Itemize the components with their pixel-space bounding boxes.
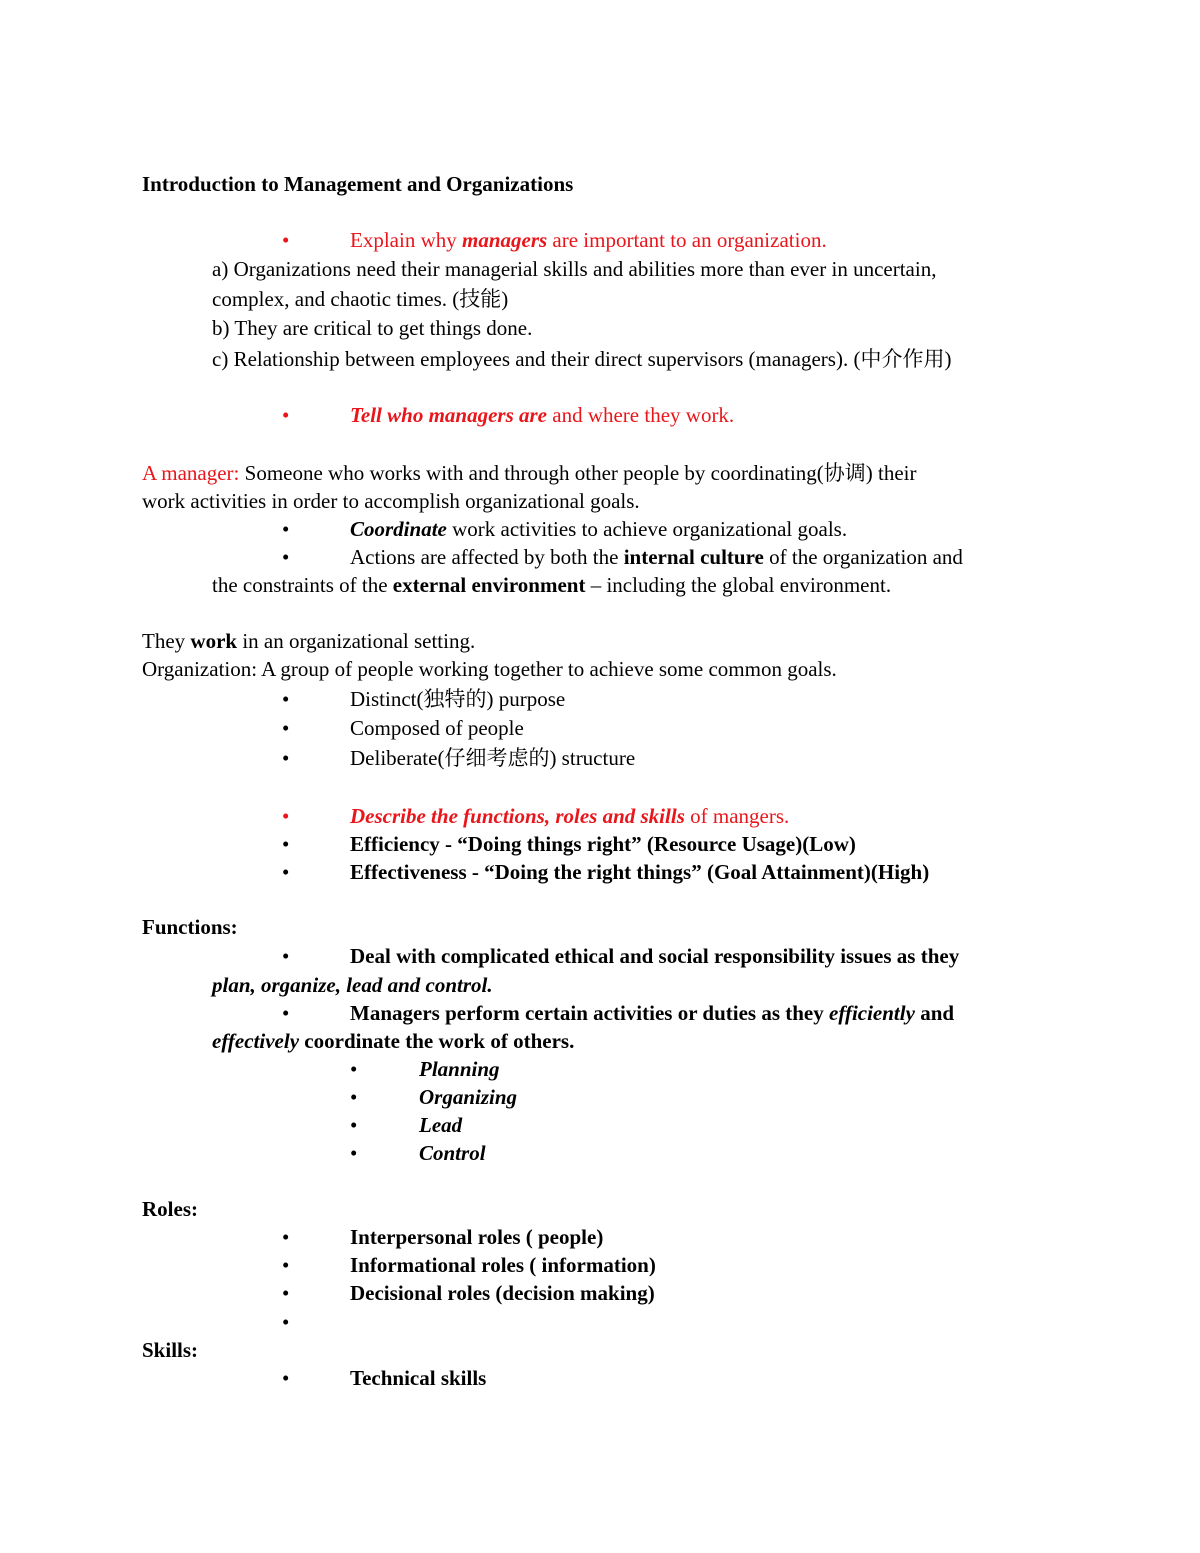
point-bold: internal culture — [623, 545, 764, 569]
definition-label: A manager: — [142, 461, 240, 485]
question-emphasis: Tell who managers are — [350, 403, 547, 427]
bullet: • — [282, 517, 290, 541]
point-actions — [350, 543, 963, 571]
function-item-organizing: Organizing — [419, 1085, 518, 1109]
text-emphasis: efficiently — [829, 1001, 915, 1025]
text-bold: work — [190, 629, 238, 653]
effectiveness: Effectiveness - “Doing the right things” (Goal Attainment)(High) — [350, 860, 930, 884]
bullet: • — [282, 1281, 290, 1305]
answer-a: a) Organizations need their managerial skills and abilities more than ever in uncertain, — [212, 257, 937, 281]
function-point-ethics: Deal with complicated ethical and social responsibility issues as they — [350, 944, 960, 968]
bullet: • — [282, 403, 290, 427]
bullet: • — [282, 1225, 290, 1249]
point-coordinate — [350, 515, 847, 543]
point-text: work activities to achieve organizational goals. — [446, 517, 848, 541]
text-emphasis: effectively — [212, 1029, 300, 1053]
function-item-lead: Lead — [419, 1113, 463, 1137]
manager-definition — [142, 459, 917, 487]
bullet: • — [282, 687, 290, 711]
function-point-ethics-cont: plan, organize, lead and control. — [212, 973, 493, 997]
point-text: of the organization and — [763, 545, 963, 569]
document-title: Introduction to Management and Organizations — [142, 172, 574, 196]
functions-heading: Functions: — [142, 915, 238, 939]
text: in an organizational setting. — [237, 629, 476, 653]
point-emphasis: Coordinate — [350, 517, 447, 541]
bullet: • — [350, 1057, 358, 1081]
function-item-planning: Planning — [419, 1057, 500, 1081]
role-item: Interpersonal roles ( people) — [350, 1225, 604, 1249]
bullet: • — [350, 1085, 358, 1109]
answer-a-cont: complex, and chaotic times. (技能) — [212, 287, 509, 311]
question-emphasis: managers — [461, 228, 548, 252]
point-text: – including the global environment. — [585, 573, 892, 597]
question-text: of mangers. — [684, 804, 790, 828]
bullet: • — [282, 746, 290, 770]
list-item: Composed of people — [350, 716, 524, 740]
text: coordinate the work of others. — [299, 1029, 575, 1053]
point-text: the constraints of the — [212, 573, 393, 597]
list-item: Deliberate(仔细考虑的) structure — [350, 746, 636, 770]
text: Managers perform certain activities or duties as they — [350, 1001, 830, 1025]
bullet: • — [282, 1253, 290, 1277]
question-text: are important to an organization. — [547, 228, 827, 252]
question-text: and where they work. — [547, 403, 735, 427]
question-who-managers — [350, 401, 734, 429]
bullet: • — [350, 1113, 358, 1137]
question-describe — [350, 802, 789, 830]
bullet: • — [282, 1001, 290, 1025]
function-point-managers — [350, 999, 954, 1027]
definition-text: Someone who works with and through other people by coordinating(协调) their — [239, 461, 917, 485]
point-actions-cont — [212, 571, 891, 599]
bullet: • — [282, 944, 290, 968]
question-emphasis: Describe the functions, roles and skills — [350, 804, 685, 828]
organization-definition: Organization: A group of people working together to achieve some common goals. — [142, 657, 837, 681]
skills-heading: Skills: — [142, 1338, 199, 1362]
point-bold: external environment — [392, 573, 586, 597]
bullet: • — [282, 832, 290, 856]
role-item: Informational roles ( information) — [350, 1253, 656, 1277]
question-why-managers — [350, 226, 827, 254]
bullet: • — [282, 1310, 290, 1334]
point-text: Actions are affected by both the — [350, 545, 624, 569]
bullet: • — [282, 716, 290, 740]
work-setting — [142, 627, 475, 655]
bullet: • — [282, 860, 290, 884]
bullet: • — [350, 1141, 358, 1165]
function-point-managers-cont — [212, 1027, 574, 1055]
efficiency: Efficiency - “Doing things right” (Resource Usage)(Low) — [350, 832, 856, 856]
list-item: Distinct(独特的) purpose — [350, 687, 566, 711]
bullet: • — [282, 804, 290, 828]
manager-definition-cont: work activities in order to accomplish organizational goals. — [142, 489, 640, 513]
text: and — [914, 1001, 955, 1025]
bullet: • — [282, 545, 290, 569]
bullet: • — [282, 1366, 290, 1390]
skill-item: Technical skills — [350, 1366, 487, 1390]
answer-b: b) They are critical to get things done. — [212, 316, 533, 340]
roles-heading: Roles: — [142, 1197, 198, 1221]
text: They — [142, 629, 191, 653]
function-item-control: Control — [419, 1141, 486, 1165]
role-item: Decisional roles (decision making) — [350, 1281, 655, 1305]
answer-c: c) Relationship between employees and their direct supervisors (managers). (中介作用) — [212, 347, 952, 371]
question-text: Explain why — [350, 228, 462, 252]
bullet: • — [282, 228, 290, 252]
